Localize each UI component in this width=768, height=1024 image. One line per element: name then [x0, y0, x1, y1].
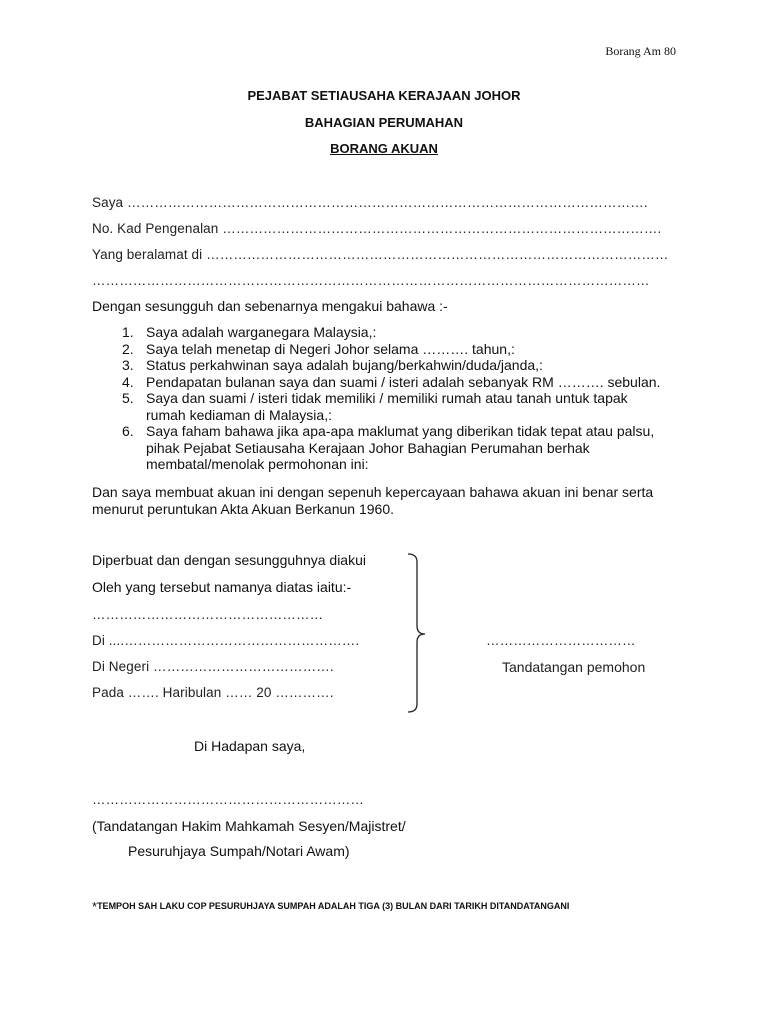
- list-item: [92, 341, 692, 358]
- footnote-asterisk: *: [92, 899, 98, 914]
- item-text: Pendapatan bulanan saya dan suami / isteri adalah sebanyak RM ………. sebulan.: [146, 373, 661, 390]
- list-item: [92, 390, 670, 423]
- footnote: [92, 897, 569, 912]
- header-form-title: [0, 141, 768, 156]
- field-alamat-line2[interactable]: ……………………………………………………………………………………………………………: [92, 273, 650, 288]
- declaration-line2: menurut peruntukan Akta Akuan Berkanun 1960.: [92, 501, 394, 517]
- witness-label-line2: Pesuruhjaya Sumpah/Notari Awam): [128, 843, 350, 859]
- list-item: [92, 324, 692, 341]
- header-division: BAHAGIAN PERUMAHAN: [304, 115, 464, 130]
- field-pada-haribulan[interactable]: Pada ……. Haribulan …… 20 ………….: [92, 685, 334, 700]
- form-title-text: BORANG AKUAN: [330, 141, 438, 156]
- intro-statement: Dengan sesungguh dan sebenarnya mengakui bahawa :-: [92, 298, 448, 314]
- brace-bracket: [404, 552, 428, 714]
- oleh-text: Oleh yang tersebut namanya diatas iaitu:-: [92, 579, 352, 595]
- field-di-negeri[interactable]: Di Negeri ………………………………….: [92, 659, 334, 674]
- field-witness-signature[interactable]: ……………………………………………………: [92, 792, 364, 807]
- item-number: 1.: [122, 324, 134, 340]
- declaration-line1: Dan saya membuat akuan ini dengan sepenuh kepercayaan bahawa akuan ini benar serta: [92, 484, 654, 500]
- field-alamat[interactable]: Yang beralamat di …………………………………………………………………………………………: [92, 247, 669, 262]
- witness-label-line1: (Tandatangan Hakim Mahkamah Sesyen/Majistret/: [92, 818, 406, 834]
- item-number: 5.: [122, 390, 134, 406]
- field-applicant-signature[interactable]: ……………………………: [486, 633, 636, 648]
- item-number: 2.: [122, 340, 134, 357]
- item-number: 3.: [122, 357, 134, 373]
- field-di[interactable]: Di ....…………………………………………….: [92, 633, 360, 648]
- field-saya[interactable]: Saya …………………………………………………………………………………………………….: [92, 195, 648, 210]
- item-text: Saya dan suami / isteri tidak memiliki / memiliki rumah atau tanah untuk tapak rumah kediaman di Malaysia,:: [146, 390, 628, 423]
- item-text: Saya faham bahawa jika apa-apa maklumat yang diberikan tidak tepat atau palsu, pihak Pejabat Setiausaha Kerajaan Johor Bahagian Perumahan berhak membatal/menolak permohonan ini:: [146, 423, 655, 472]
- applicant-signature-label: Tandatangan pemohon: [502, 659, 646, 675]
- item-text: Saya telah menetap di Negeri Johor selama ………. tahun,:: [146, 340, 515, 357]
- diperbuat-text: Diperbuat dan dengan sesungguhnya diakui: [92, 552, 366, 568]
- item-number: 6.: [122, 423, 134, 439]
- field-kad-pengenalan[interactable]: No. Kad Pengenalan …………………………………………………………………………………….: [92, 221, 662, 236]
- declaration-list: [92, 324, 692, 473]
- form-number: Borang Am 80: [605, 44, 676, 58]
- list-item: [92, 374, 692, 391]
- footnote-text: TEMPOH SAH LAKU COP PESURUHJAYA SUMPAH ADALAH TIGA (3) BULAN DARI TARIKH DITANDATANGANI: [97, 901, 570, 911]
- di-hadapan-text: Di Hadapan saya,: [194, 738, 306, 754]
- item-text: Status perkahwinan saya adalah bujang/berkahwin/duda/janda,:: [146, 357, 543, 373]
- list-item: [92, 423, 682, 473]
- field-declarant-name[interactable]: ……………………………………………: [92, 607, 324, 622]
- list-item: [92, 357, 692, 374]
- item-number: 4.: [122, 373, 134, 390]
- header-office: PEJABAT SETIAUSAHA KERAJAAN JOHOR: [247, 88, 521, 103]
- item-text: Saya adalah warganegara Malaysia,:: [146, 324, 377, 340]
